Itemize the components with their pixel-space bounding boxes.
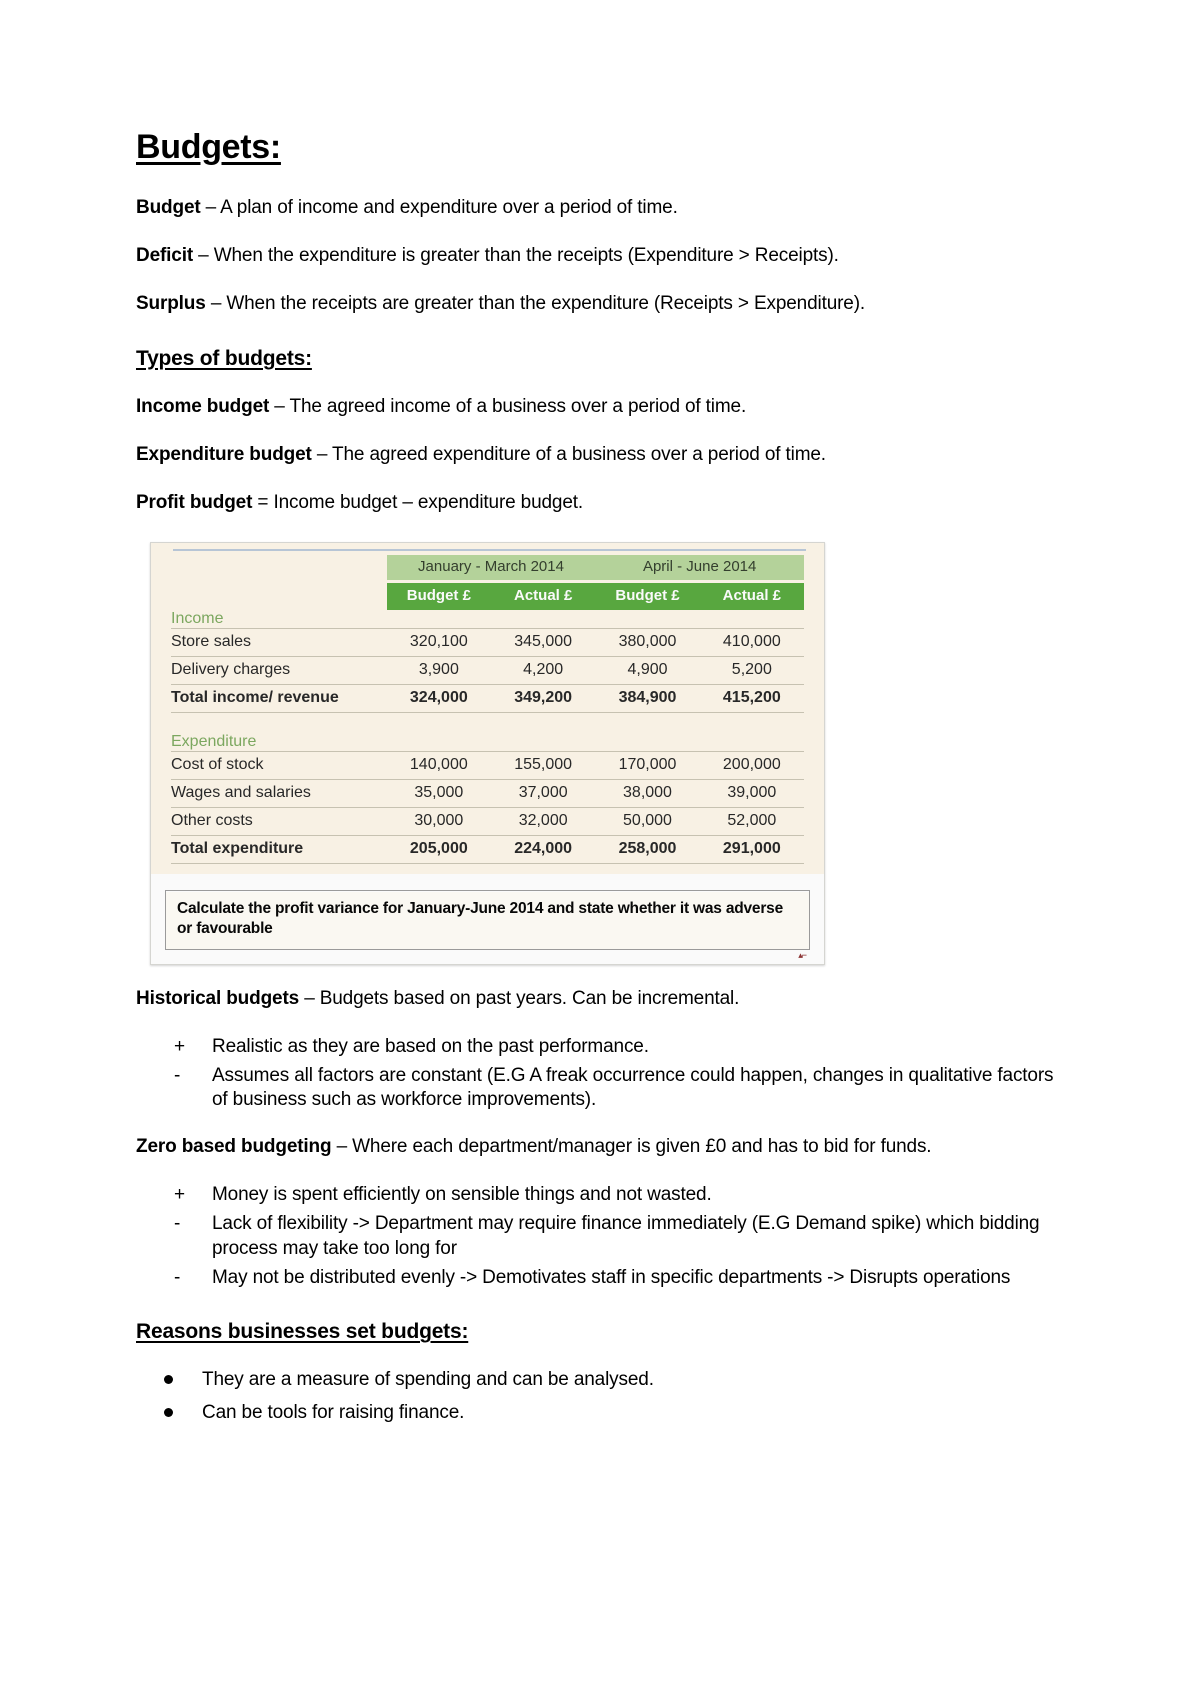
column-header-label: Actual £ <box>491 583 595 610</box>
list-item <box>164 1401 1070 1426</box>
definition-budget <box>136 196 1070 220</box>
list-item <box>164 1368 1070 1393</box>
row-value: 155,000 <box>491 751 595 779</box>
plus-symbol-icon: + <box>174 1184 185 1206</box>
historical-budgets-term: Historical budgets <box>136 987 300 1009</box>
row-value: 380,000 <box>595 628 699 656</box>
definition-term: Deficit <box>136 245 194 266</box>
row-value: 224,000 <box>491 835 595 863</box>
period-header-label: April - June 2014 <box>595 555 804 580</box>
group-title-spacer <box>595 733 699 752</box>
slide-inner <box>151 543 824 874</box>
row-value: 38,000 <box>595 779 699 807</box>
row-value: 5,200 <box>700 656 804 684</box>
type-text: – The agreed expenditure of a business over a period of time. <box>311 443 826 465</box>
historical-budgets-paragraph <box>136 987 1070 1011</box>
list-item <box>174 1035 1070 1060</box>
row-value: 4,200 <box>491 656 595 684</box>
column-header-cell <box>387 583 491 610</box>
list-item <box>174 1266 1070 1291</box>
row-label: Total expenditure <box>171 835 387 863</box>
list-item <box>174 1064 1070 1113</box>
column-header-cell <box>595 583 699 610</box>
group-title-spacer <box>491 733 595 752</box>
group-title-spacer <box>387 733 491 752</box>
list-item-text: May not be distributed evenly -> Demotivates staff in specific departments -> Disrupts operations <box>212 1266 1011 1288</box>
row-label: Delivery charges <box>171 656 387 684</box>
zero-based-budgeting-term: Zero based budgeting <box>136 1136 332 1158</box>
zero-based-budgeting-text: – Where each department/manager is given £0 and has to bid for funds. <box>331 1136 932 1158</box>
group-title-row-income <box>171 610 804 629</box>
row-value: 324,000 <box>387 684 491 712</box>
list-item-text: Realistic as they are based on the past performance. <box>212 1036 649 1058</box>
row-value: 291,000 <box>700 835 804 863</box>
type-term: Expenditure budget <box>136 443 312 465</box>
row-value: 39,000 <box>700 779 804 807</box>
row-label: Wages and salaries <box>171 779 387 807</box>
group-title-spacer <box>491 610 595 629</box>
historical-budgets-text: – Budgets based on past years. Can be incremental. <box>299 987 740 1009</box>
table-row-total <box>171 684 804 712</box>
bullet-dot-icon <box>164 1375 173 1384</box>
type-text: – The agreed income of a business over a period of time. <box>269 395 747 417</box>
row-label: Store sales <box>171 628 387 656</box>
row-value: 345,000 <box>491 628 595 656</box>
type-text: = Income budget – expenditure budget. <box>252 492 584 514</box>
row-label: Other costs <box>171 807 387 835</box>
table-row <box>171 656 804 684</box>
minus-symbol-icon: - <box>174 1213 181 1235</box>
row-value: 140,000 <box>387 751 491 779</box>
row-value: 258,000 <box>595 835 699 863</box>
list-item-text: Can be tools for raising finance. <box>202 1401 465 1423</box>
table-row <box>171 628 804 656</box>
section-heading-types-of-budgets: Types of budgets: <box>136 346 312 370</box>
column-header-label: Budget £ <box>595 583 699 610</box>
zero-based-budgeting-points <box>136 1183 1070 1290</box>
definition-term: Budget <box>136 196 201 218</box>
type-profit-budget <box>136 491 1070 515</box>
column-header-cell <box>491 583 595 610</box>
period-header-label: January - March 2014 <box>387 555 596 580</box>
group-title-spacer <box>700 733 804 752</box>
table-row-total <box>171 835 804 863</box>
row-value: 3,900 <box>387 656 491 684</box>
group-title-row-expenditure <box>171 733 804 752</box>
row-value: 37,000 <box>491 779 595 807</box>
table-column-header-row <box>171 583 804 610</box>
zero-based-budgeting-paragraph <box>136 1135 1070 1159</box>
definition-text: – When the expenditure is greater than the receipts (Expenditure > Receipts). <box>193 245 839 266</box>
definition-text: – A plan of income and expenditure over a period of time. <box>200 196 678 218</box>
column-header-cell <box>700 583 804 610</box>
group-title-spacer <box>387 610 491 629</box>
group-title-spacer <box>595 610 699 629</box>
minus-symbol-icon: - <box>174 1064 181 1086</box>
row-label: Total income/ revenue <box>171 684 387 712</box>
slide-corner-mark: ▴⌐ <box>798 949 806 960</box>
row-value: 320,100 <box>387 628 491 656</box>
bullet-dot-icon <box>164 1408 173 1417</box>
minus-symbol-icon: - <box>174 1266 181 1288</box>
row-value: 50,000 <box>595 807 699 835</box>
list-item <box>174 1212 1070 1261</box>
list-item <box>174 1183 1070 1208</box>
type-expenditure-budget <box>136 443 1070 467</box>
period-row-label-spacer <box>171 555 387 583</box>
group-title-spacer <box>700 610 804 629</box>
row-value: 170,000 <box>595 751 699 779</box>
row-value: 205,000 <box>387 835 491 863</box>
table-group-spacer <box>171 712 804 733</box>
definition-term: Surplus <box>136 293 206 315</box>
table-row <box>171 751 804 779</box>
budget-variance-table <box>171 555 804 864</box>
reasons-points <box>136 1368 1070 1425</box>
definition-deficit <box>136 244 1070 268</box>
definition-surplus <box>136 292 1070 316</box>
row-value: 4,900 <box>595 656 699 684</box>
slide-question-box: Calculate the profit variance for January-June 2014 and state whether it was adverse or favourable <box>165 890 810 950</box>
type-term: Profit budget <box>136 492 253 514</box>
table-row <box>171 779 804 807</box>
row-value: 410,000 <box>700 628 804 656</box>
section-heading-reasons: Reasons businesses set budgets: <box>136 1320 469 1344</box>
slide-top-rule <box>173 549 806 551</box>
group-title-expenditure: Expenditure <box>171 732 257 750</box>
column-header-label: Budget £ <box>387 583 491 610</box>
budget-table-figure <box>150 542 825 965</box>
row-value: 52,000 <box>700 807 804 835</box>
column-row-label-spacer <box>171 583 387 610</box>
period-header-cell <box>595 555 804 583</box>
table-period-header-row <box>171 555 804 583</box>
list-item-text: Money is spent efficiently on sensible things and not wasted. <box>212 1184 712 1206</box>
row-value: 415,200 <box>700 684 804 712</box>
historical-budgets-points <box>136 1035 1070 1113</box>
list-item-text: They are a measure of spending and can be analysed. <box>202 1369 654 1391</box>
period-header-cell <box>387 555 596 583</box>
page-title: Budgets: <box>136 128 281 166</box>
list-item-text: Assumes all factors are constant (E.G A freak occurrence could happen, changes in qualitative factors of business such as workforce improvements). <box>212 1064 1054 1111</box>
definition-text: – When the receipts are greater than the expenditure (Receipts > Expenditure). <box>205 293 866 315</box>
row-value: 30,000 <box>387 807 491 835</box>
row-value: 384,900 <box>595 684 699 712</box>
type-term: Income budget <box>136 395 270 417</box>
type-income-budget <box>136 395 1070 419</box>
row-value: 32,000 <box>491 807 595 835</box>
plus-symbol-icon: + <box>174 1036 185 1058</box>
row-label: Cost of stock <box>171 751 387 779</box>
group-title-income: Income <box>171 609 224 627</box>
list-item-text: Lack of flexibility -> Department may require finance immediately (E.G Demand spike) which bidding process may take too long for <box>212 1213 1040 1259</box>
column-header-label: Actual £ <box>700 583 804 610</box>
table-row <box>171 807 804 835</box>
row-value: 200,000 <box>700 751 804 779</box>
row-value: 35,000 <box>387 779 491 807</box>
row-value: 349,200 <box>491 684 595 712</box>
